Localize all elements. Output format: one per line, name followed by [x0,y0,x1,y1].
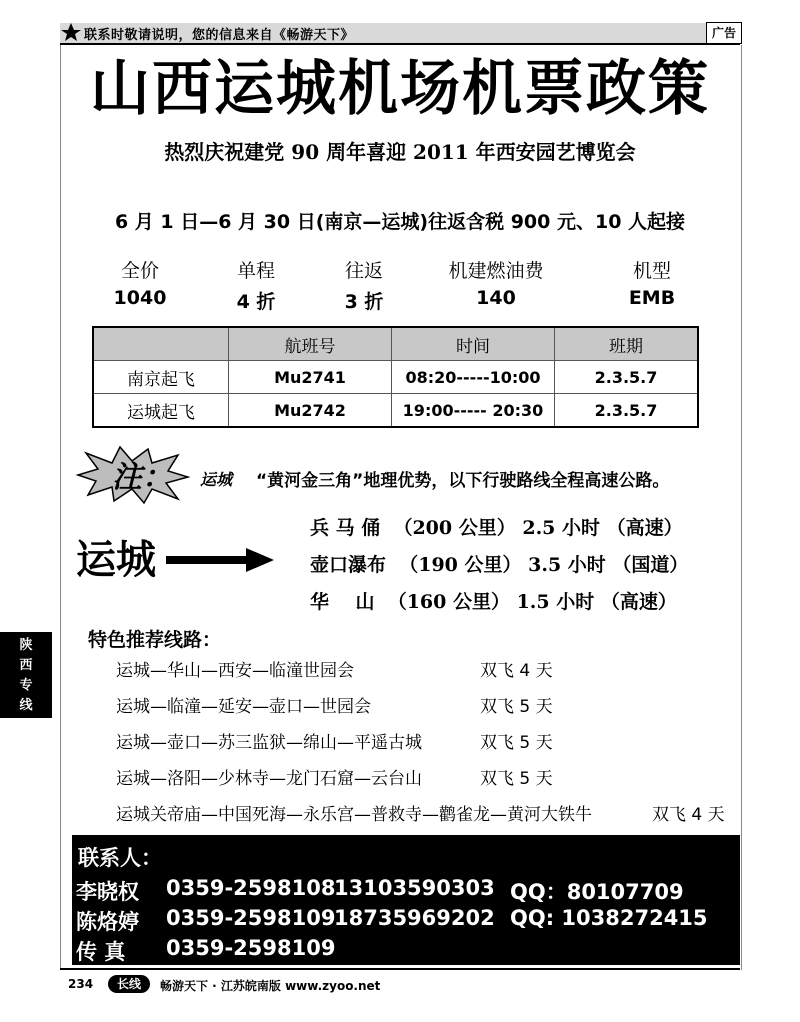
note-mark: 注： [112,460,172,495]
contact-mobile: 13103590303 [334,876,495,900]
table-cell: 08:20-----10:00 [392,361,555,394]
table-cell: 运城起飞 [93,394,229,428]
route-line: 华 山 （160 公里） 1.5 小时 （高速） [310,591,677,613]
table-cell: 2.3.5.7 [555,361,699,394]
table-header-row [93,327,698,361]
price-label: 机建燃油费 [448,260,544,282]
table-header-cell [93,327,229,361]
page-frame [60,45,742,970]
arrow-right-icon [166,548,274,572]
featured-title: 特色推荐线路： [88,629,222,651]
tour-duration: 双飞 4 天 [652,805,725,825]
price-value: 140 [476,287,516,309]
note-text: “黄河金三角”地理优势，以下行驶路线全程高速公路。 [256,471,670,491]
table-cell: Mu2742 [229,394,392,428]
price-value: 4 折 [236,291,276,313]
table-header-cell: 时间 [392,327,555,361]
footer-tag: 长线 [108,975,150,993]
contact-tel: 0359-2598108 [166,876,336,900]
contact-heading: 联系人： [78,846,162,870]
tour-duration: 双飞 4 天 [480,661,553,681]
route-line: 壶口瀑布 （190 公里） 3.5 小时 （国道） [310,554,689,576]
price-value: 3 折 [344,291,384,313]
tour-duration: 双飞 5 天 [480,769,553,789]
table-header-cell: 班期 [555,327,699,361]
table-cell: 南京起飞 [93,361,229,394]
contact-name: 李晓权 [76,880,139,904]
price-label: 机型 [632,260,671,282]
table-header-cell: 航班号 [229,327,392,361]
side-tab-char: 西 [19,658,33,673]
tour-route: 运城—壶口—苏三监狱—绵山—平遥古城 [116,733,422,753]
origin-city: 运城 [76,536,156,583]
table-cell: Mu2741 [229,361,392,394]
fax-number: 0359-2598109 [166,936,336,960]
footer-rule [60,968,740,970]
contact-qq: QQ: 1038272415 [510,906,708,930]
route-line: 兵 马 俑 （200 公里） 2.5 小时 （高速） [310,517,683,539]
table-cell: 2.3.5.7 [555,394,699,428]
price-label: 往返 [344,260,383,282]
note-city: 运城 [200,470,233,489]
subtitle: 热烈庆祝建党 90 周年喜迎 2011 年西安园艺博览会 [164,140,636,164]
price-value: EMB [628,287,676,309]
promo-line: 6 月 1 日—6 月 30 日(南京—运城)往返含税 900 元、10 人起接 [114,211,686,233]
tour-duration: 双飞 5 天 [480,697,553,717]
flight-table [92,326,699,428]
tour-route: 运城关帝庙—中国死海—永乐宫—普救寺—鹳雀龙—黄河大铁牛 [116,805,592,825]
contact-qq: QQ：80107709 [510,880,684,904]
price-col [316,256,412,314]
table-cell: 19:00----- 20:30 [392,394,555,428]
side-tab-char: 陕 [19,638,33,653]
price-label: 单程 [236,260,275,282]
ad-tag: 广告 [706,22,742,44]
side-section-tab [0,632,52,718]
side-tab-char: 线 [19,698,33,713]
table-row [93,361,698,394]
table-row [93,394,698,428]
price-value: 1040 [113,287,167,309]
tour-route: 运城—洛阳—少林寺—龙门石窟—云台山 [116,769,422,789]
logo-icon [60,21,82,43]
tour-route: 运城—临潼—延安—壶口—世园会 [116,697,371,717]
footer-text: 畅游天下 · 江苏皖南版 www.zyoo.net [160,979,381,993]
fax-label: 传 真 [76,940,126,964]
price-col [208,256,304,314]
price-label: 全价 [120,260,159,282]
contact-name: 陈烙婷 [76,910,139,934]
tour-duration: 双飞 5 天 [480,733,553,753]
contact-tel: 0359-2598109 [166,906,336,930]
page-number: 234 [68,977,94,991]
price-col [430,256,562,309]
price-col [92,256,188,309]
tour-route: 运城—华山—西安—临潼世园会 [116,661,354,681]
price-col [604,256,700,309]
page-title: 山西运城机场机票政策 [90,54,710,124]
contact-mobile: 18735969202 [334,906,495,930]
source-notice: 联系时敬请说明，您的信息来自《畅游天下》 [84,28,355,43]
side-tab-char: 专 [19,678,33,693]
